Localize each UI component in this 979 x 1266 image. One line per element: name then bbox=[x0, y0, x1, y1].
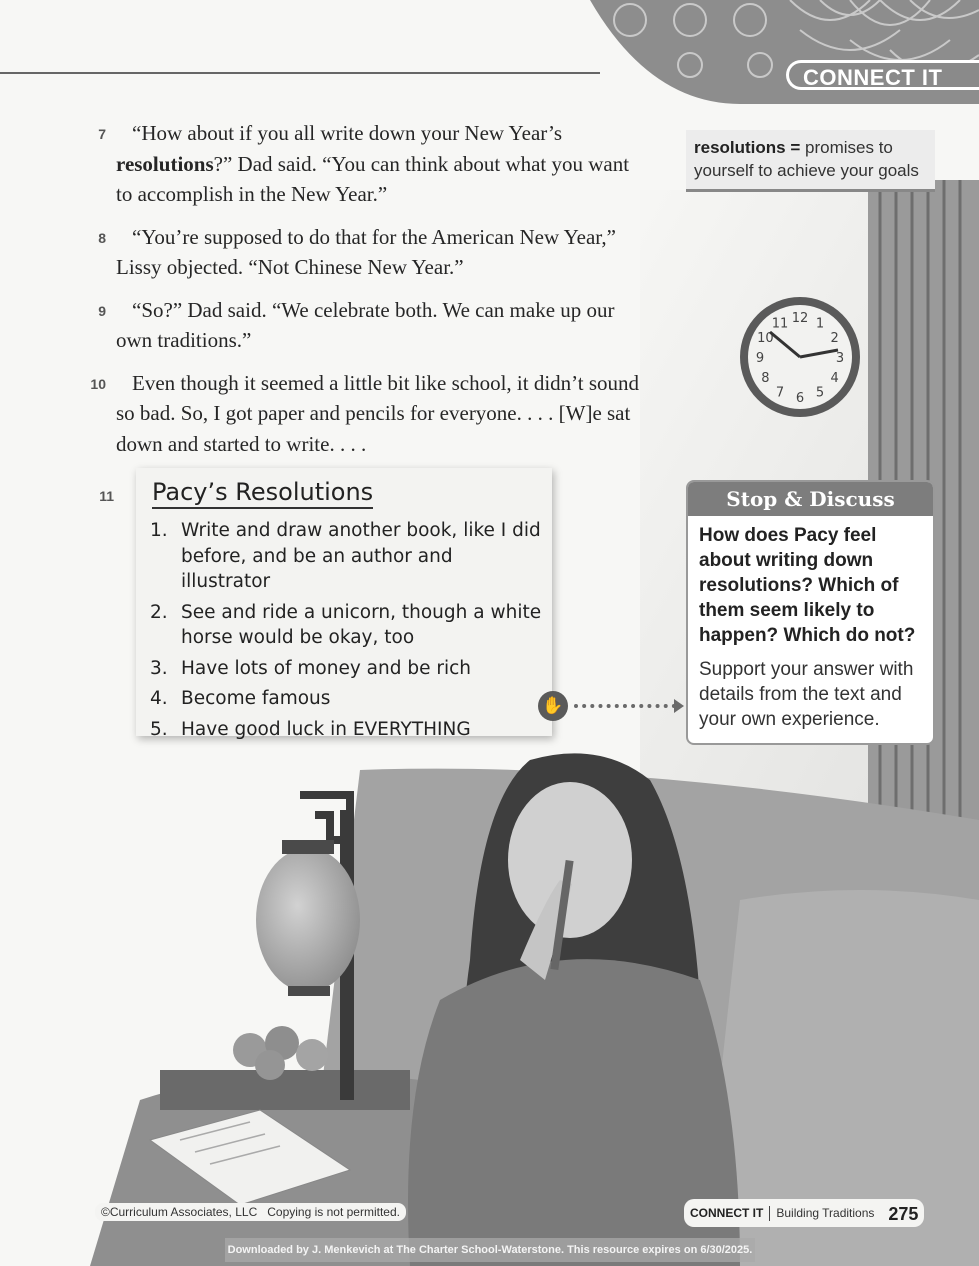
glossary-term: resolutions = bbox=[694, 138, 801, 157]
list-item-number: 3. bbox=[150, 657, 168, 679]
paragraph-7 bbox=[80, 118, 650, 210]
divider bbox=[769, 1206, 770, 1221]
note-title: Pacy’s Resolutions bbox=[152, 478, 373, 509]
paragraph-number: 10 bbox=[90, 375, 106, 392]
clock-number: 7 bbox=[775, 385, 785, 401]
glossary-definition: promises to yourself to achieve your goals bbox=[694, 138, 919, 180]
list-item-text: Write and draw another book, like I did before, and be an author and illustrator bbox=[181, 520, 541, 592]
clock-number: 10 bbox=[757, 331, 774, 346]
copy-note: Copying is not permitted. bbox=[267, 1205, 400, 1219]
copyright-text: ©Curriculum Associates, LLC bbox=[101, 1205, 258, 1219]
stop-and-discuss-box bbox=[686, 480, 935, 745]
discussion-support: Support your answer with details from the text and your own experience. bbox=[699, 659, 914, 730]
series-name: CONNECT IT bbox=[690, 1206, 764, 1220]
footer-copyright bbox=[95, 1203, 406, 1221]
paragraph-text: “How about if you all write down your New Year’s bbox=[132, 121, 563, 145]
dotted-arrow bbox=[574, 704, 676, 708]
paragraph-9 bbox=[80, 295, 650, 356]
footer-page-info bbox=[684, 1199, 924, 1227]
discussion-question: How does Pacy feel about writing down resolutions? Which of them seem likely to happen? Which do not? bbox=[699, 525, 916, 646]
list-item bbox=[150, 600, 545, 651]
clock-number: 1 bbox=[815, 316, 825, 332]
paragraph-number: 8 bbox=[98, 229, 106, 246]
list-item bbox=[150, 717, 545, 743]
list-item-number: 2. bbox=[150, 601, 168, 623]
stop-and-discuss-title: Stop & Discuss bbox=[688, 482, 933, 516]
top-rule bbox=[0, 72, 600, 74]
glossary-term-resolutions: resolutions bbox=[116, 151, 214, 176]
page-number: 275 bbox=[888, 1203, 919, 1224]
connect-it-badge: CONNECT IT bbox=[786, 60, 979, 90]
section-name: Building Traditions bbox=[776, 1206, 875, 1220]
clock-number: 2 bbox=[830, 331, 839, 346]
story-paragraphs bbox=[80, 118, 650, 471]
paragraph-10 bbox=[80, 368, 650, 460]
clock-number: 3 bbox=[835, 351, 845, 366]
list-item-text: Become famous bbox=[181, 688, 331, 709]
resolutions-note bbox=[136, 468, 552, 740]
paragraph-text: “So?” Dad said. “We celebrate both. We can make up our own traditions.” bbox=[116, 297, 615, 352]
list-item-text: See and ride a unicorn, though a white horse would be okay, too bbox=[181, 601, 542, 648]
list-item bbox=[150, 656, 545, 682]
download-notice: Downloaded by J. Menkevich at The Charter School-Waterstone. This resource expires on 6/30/2025. bbox=[225, 1238, 755, 1262]
clock-number: 4 bbox=[830, 371, 839, 386]
glossary-box bbox=[686, 130, 935, 192]
clock-number: 9 bbox=[755, 351, 765, 366]
paragraph-number-11: 11 bbox=[99, 488, 114, 504]
list-item bbox=[150, 518, 545, 595]
clock-number: 8 bbox=[761, 371, 770, 386]
clock-number: 6 bbox=[795, 391, 805, 406]
hand-icon: ✋ bbox=[538, 691, 568, 721]
list-item-number: 1. bbox=[150, 520, 168, 541]
paragraph-8 bbox=[80, 222, 650, 283]
paragraph-text: Even though it seemed a little bit like school, it didn’t sound so bad. So, I got paper and pencils for everyone. . . . [W]e sat down and started to write. . . . bbox=[116, 370, 640, 456]
paragraph-number: 7 bbox=[98, 126, 106, 142]
clock-number: 5 bbox=[815, 385, 825, 401]
list-item bbox=[150, 686, 545, 712]
paragraph-text: ?” Dad said. “You can think about what you want to accomplish in the New Year.” bbox=[116, 151, 630, 206]
arrow-right-icon bbox=[674, 699, 684, 713]
list-item-number: 4. bbox=[150, 688, 168, 709]
list-item-text: Have lots of money and be rich bbox=[181, 657, 472, 679]
clock-number: 11 bbox=[771, 316, 789, 332]
list-item-number: 5. bbox=[150, 718, 168, 740]
clock-number: 12 bbox=[791, 311, 809, 326]
paragraph-text: “You’re supposed to do that for the American New Year,” Lissy objected. “Not Chinese New Year.” bbox=[116, 224, 617, 279]
list-item-text: Have good luck in EVERYTHING bbox=[181, 718, 471, 740]
paragraph-number: 9 bbox=[98, 302, 106, 319]
resolutions-list bbox=[150, 518, 545, 747]
